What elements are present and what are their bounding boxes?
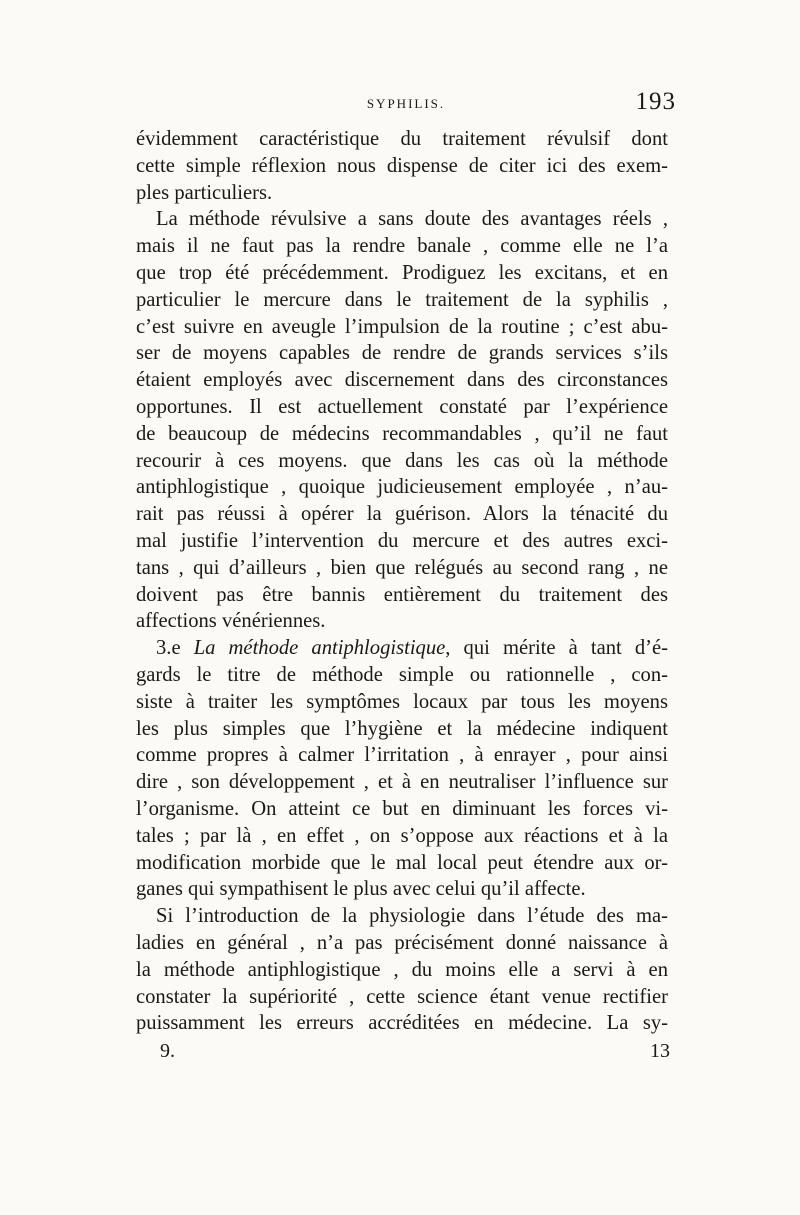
text-line: l’organisme. On atteint ce but en diminuant les forces vi- bbox=[136, 797, 668, 820]
page-header bbox=[136, 88, 676, 118]
text-line: rait pas réussi à opérer la guérison. Alors la ténacité du bbox=[136, 503, 668, 526]
text-line: ladies en général , n’a pas précisément donné naissance à bbox=[136, 931, 668, 954]
text-line: siste à traiter les symptômes locaux par tous les moyens bbox=[136, 690, 668, 713]
text-line: opportunes. Il est actuellement constaté par l’expérience bbox=[136, 395, 668, 418]
text-line: évidemment caractéristique du traitement révulsif dont bbox=[136, 128, 668, 150]
text-line: recourir à ces moyens. que dans les cas où la méthode bbox=[136, 449, 668, 472]
text-line: étaient employés avec discernement dans des circonstances bbox=[136, 369, 668, 392]
text-line: cette simple réflexion nous dispense de citer ici des exem- bbox=[136, 154, 668, 177]
text-line bbox=[136, 635, 668, 662]
text-line: tans , qui d’ailleurs , bien que relégués au second rang , ne bbox=[136, 556, 668, 579]
text-line: mais il ne faut pas la rendre banale , comme elle ne l’a bbox=[136, 235, 668, 258]
section-number: 3.e bbox=[156, 637, 181, 660]
sheet-number: 13 bbox=[650, 1040, 670, 1062]
text-line: affections vénériennes. bbox=[136, 610, 326, 633]
text-line: constater la supériorité , cette science étant venue rectifier bbox=[136, 985, 668, 1008]
text-line: Si l’introduction de la physiologie dans l’étude des ma- bbox=[156, 905, 668, 928]
text-line: de beaucoup de médecins recommandables , qu’il ne faut bbox=[136, 422, 668, 445]
page-footer bbox=[160, 1040, 670, 1068]
section-title: La méthode antiphlogistique bbox=[193, 637, 446, 660]
running-head: SYPHILIS. bbox=[366, 96, 446, 111]
text-line: ser de moyens capables de rendre de grands services s’ils bbox=[136, 342, 668, 365]
text-line: que trop été précédemment. Prodiguez les excitans, et en bbox=[136, 261, 668, 284]
text-line: La méthode révulsive a sans doute des avantages réels , bbox=[156, 208, 668, 231]
text-line: dire , son développement , et à en neutraliser l’influence sur bbox=[136, 771, 668, 794]
text-line: c’est suivre en aveugle l’impulsion de la routine ; c’est abu- bbox=[136, 315, 668, 338]
text-line: ganes qui sympathisent le plus avec celui qu’il affecte. bbox=[136, 878, 586, 901]
text-line: tales ; par là , en effet , on s’oppose aux réactions et à la bbox=[136, 824, 668, 847]
text-line: antiphlogistique , quoique judicieusement employée , n’au- bbox=[136, 476, 668, 499]
text-line: la méthode antiphlogistique , du moins elle a servi à en bbox=[136, 958, 668, 981]
text-line: ples particuliers. bbox=[136, 181, 273, 204]
text-line: modification morbide que le mal local peut étendre aux or- bbox=[136, 851, 668, 874]
text-line: particulier le mercure dans le traitement de la syphilis , bbox=[136, 288, 668, 311]
text-line: gards le titre de méthode simple ou rationnelle , con- bbox=[136, 663, 668, 686]
text-line: comme propres à calmer l’irritation , à enrayer , pour ainsi bbox=[136, 744, 668, 767]
page-number: 193 bbox=[635, 88, 676, 115]
text-line: les plus simples que l’hygiène et la médecine indiquent bbox=[136, 717, 668, 740]
body-text bbox=[136, 126, 668, 1037]
text-line: puissamment les erreurs accréditées en médecine. La sy- bbox=[136, 1012, 668, 1035]
text-line: mal justifie l’intervention du mercure et des autres exci- bbox=[136, 529, 668, 552]
text-line: doivent pas être bannis entièrement du traitement des bbox=[136, 583, 668, 606]
signature-mark: 9. bbox=[160, 1040, 175, 1062]
section-first-line-rest: , qui mérite à tant d’é- bbox=[445, 637, 669, 660]
